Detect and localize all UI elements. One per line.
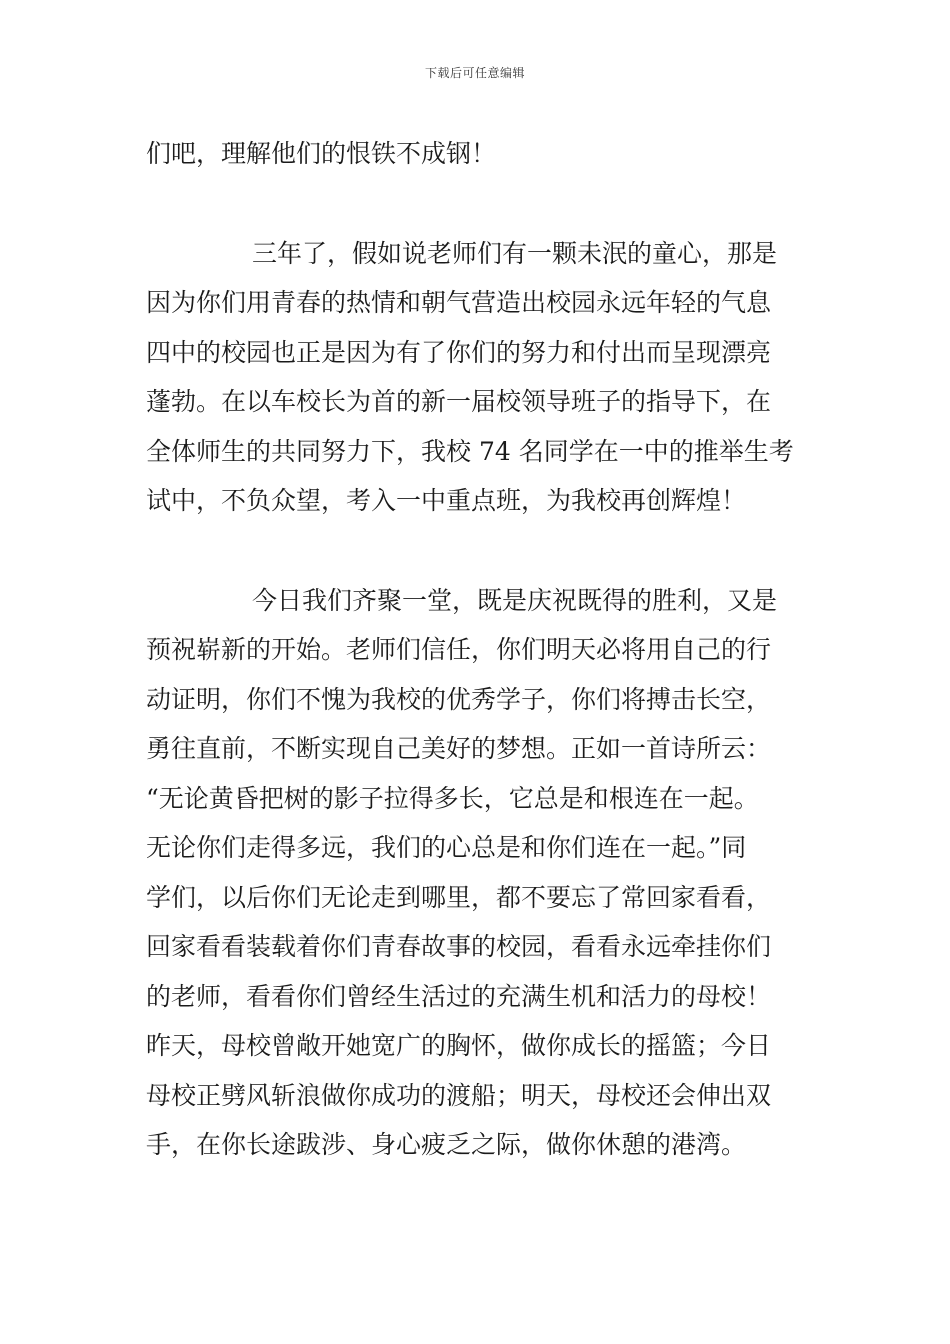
text-line: 昨天，母校曾敞开她宽广的胸怀，做你成长的摇篮；今日 (146, 1031, 772, 1060)
text-line: 无论你们走得多远，我们的心总是和你们连在一起。”同 (146, 833, 747, 862)
text-line: 手，在你长途跋涉、身心疲乏之际，做你休憩的港湾。 (146, 1130, 747, 1159)
text-line: 今日我们齐聚一堂，既是庆祝既得的胜利，又是 (252, 585, 778, 615)
text-line: 蓬勃。在以车校长为首的新一届校领导班子的指导下，在 (146, 387, 772, 416)
text-line: 因为你们用青春的热情和朝气营造出校园永远年轻的气息 (146, 288, 772, 317)
paragraph-2 (146, 229, 810, 526)
text-line: 预祝崭新的开始。老师们信任，你们明天必将用自己的行 (146, 635, 772, 664)
text-line: 勇往直前，不断实现自己美好的梦想。正如一首诗所云： (146, 734, 772, 763)
text-line: 们吧，理解他们的恨铁不成钢！ (146, 139, 497, 168)
paragraph-1 (146, 129, 810, 179)
text-line: 三年了，假如说老师们有一颗未泯的童心，那是 (252, 238, 778, 268)
text-line: “无论黄昏把树的影子拉得多长，它总是和根连在一起。 (146, 783, 759, 813)
text-line: 动证明，你们不愧为我校的优秀学子，你们将搏击长空， (146, 684, 772, 714)
text-line: 回家看看装载着你们青春故事的校园，看看永远牵挂你们 (146, 932, 772, 961)
paragraph-3 (146, 576, 810, 1170)
page-header: 下载后可任意编辑 (424, 66, 525, 80)
text-line: 四中的校园也正是因为有了你们的努力和付出而呈现漂亮 (146, 337, 772, 367)
paragraph-gap (146, 179, 810, 229)
text-line: 试中，不负众望，考入一中重点班，为我校再创辉煌！ (146, 486, 747, 515)
text-line: 学们，以后你们无论走到哪里，都不要忘了常回家看看， (146, 882, 772, 912)
text-line: 全体师生的共同努力下，我校 74 名同学在一中的推举生考 (146, 436, 794, 466)
paragraph-gap (146, 526, 810, 576)
text-line: 的老师，看看你们曾经生活过的充满生机和活力的母校！ (146, 981, 772, 1011)
document-body (146, 129, 810, 1170)
text-line: 母校正劈风斩浪做你成功的渡船；明天，母校还会伸出双 (146, 1080, 772, 1110)
